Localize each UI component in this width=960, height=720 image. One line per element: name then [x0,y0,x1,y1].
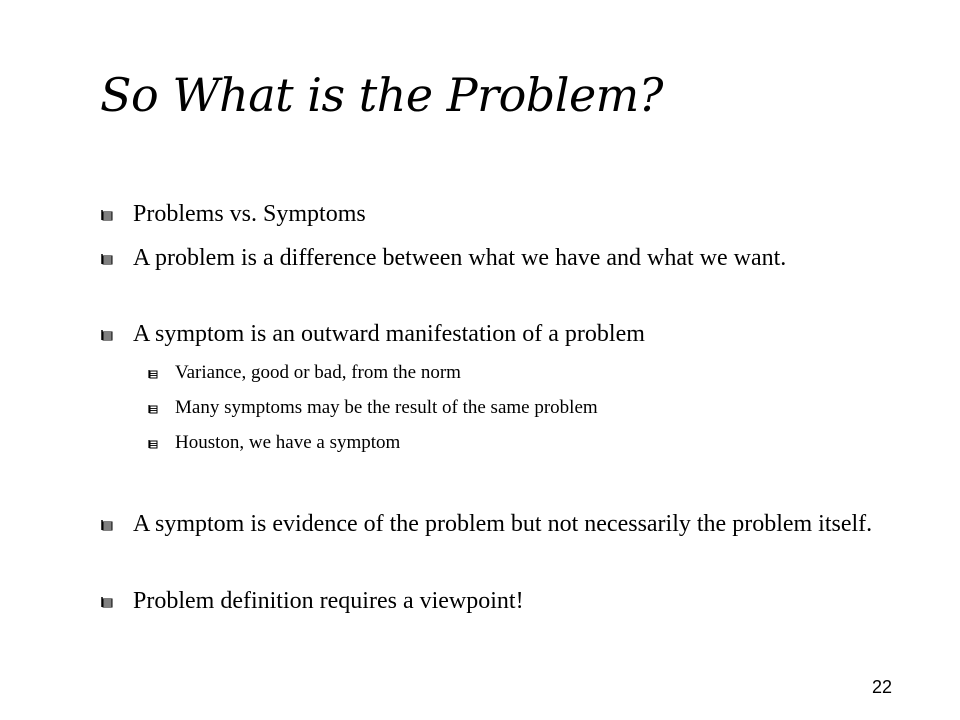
sub-bullet-item [175,426,875,460]
bullet-text: A symptom is an outward manifestation of a problem [133,321,645,347]
binder-bullet-icon [148,439,158,449]
sub-bullet-item [175,356,875,390]
bullet-item [133,197,893,231]
bullet-text: Problem definition requires a viewpoint! [133,588,524,614]
binder-bullet-icon [101,253,113,265]
binder-bullet-icon [148,404,158,414]
sub-bullet-text: Variance, good or bad, from the norm [175,362,461,383]
bullet-item [133,241,893,275]
sub-bullet-item [175,391,875,425]
binder-bullet-icon [101,519,113,531]
bullet-item [133,584,893,618]
binder-bullet-icon [101,329,113,341]
bullet-item [133,317,893,351]
bullet-text: Problems vs. Symptoms [133,201,366,227]
bullet-text: A symptom is evidence of the problem but not necessarily the problem itself. [133,511,873,537]
slide-title: So What is the Problem? [100,68,663,122]
page-number: 22 [871,677,892,697]
binder-bullet-icon [101,596,113,608]
binder-bullet-icon [148,369,158,379]
binder-bullet-icon [101,209,113,221]
bullet-item [133,507,893,541]
bullet-text: A problem is a difference between what we have and what we want. [133,245,787,271]
sub-bullet-text: Many symptoms may be the result of the same problem [175,397,598,418]
sub-bullet-text: Houston, we have a symptom [175,432,401,453]
